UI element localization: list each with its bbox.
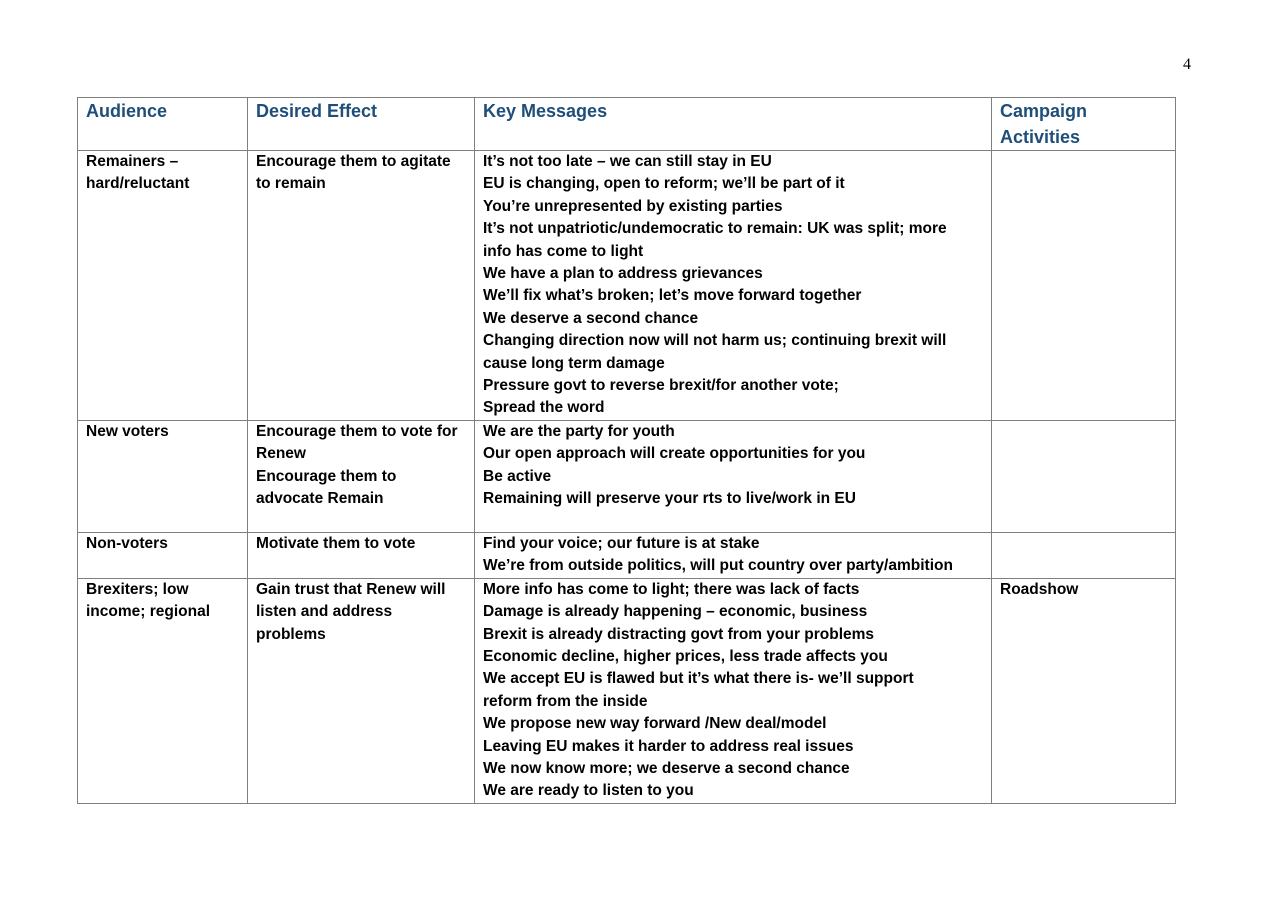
desired-effect-cell xyxy=(248,151,475,421)
message-line: We’ll fix what’s broken; let’s move forward together xyxy=(483,287,862,305)
table-row xyxy=(78,578,1176,803)
message-line: We’re from outside politics, will put country over party/ambition xyxy=(483,557,953,575)
message-line: We propose new way forward /New deal/model xyxy=(483,715,827,733)
table-row xyxy=(78,420,1176,532)
campaign-activities-cell xyxy=(992,151,1176,421)
message-line: Brexit is already distracting govt from your problems xyxy=(483,625,875,643)
audience-line: Remainers – xyxy=(86,153,179,170)
key-messages-cell xyxy=(475,420,992,532)
audience-line: income; regional xyxy=(86,603,211,621)
audience-cell xyxy=(78,578,248,803)
header-campaign-activities: Campaign Activities xyxy=(992,98,1176,151)
effect-line: Motivate them to vote xyxy=(256,534,416,552)
message-line: Economic decline, higher prices, less trade affects you xyxy=(483,647,888,665)
audience-messages-table xyxy=(77,97,1176,804)
message-line: Damage is already happening – economic, business xyxy=(483,603,868,621)
effect-line: problems xyxy=(256,625,326,643)
message-line: We deserve a second chance xyxy=(483,309,699,327)
effect-line: Encourage them to xyxy=(256,467,397,485)
campaign-activities-cell xyxy=(992,532,1176,578)
effect-line: Gain trust that Renew will xyxy=(256,580,446,598)
key-messages-cell xyxy=(475,532,992,578)
message-line: We now know more; we deserve a second chance xyxy=(483,759,850,777)
message-line: It’s not unpatriotic/undemocratic to remain: UK was split; more xyxy=(483,220,947,238)
campaign-activities-cell xyxy=(992,420,1176,532)
header-key-messages: Key Messages xyxy=(475,98,992,151)
desired-effect-cell xyxy=(248,420,475,532)
desired-effect-cell xyxy=(248,578,475,803)
message-line: Find your voice; our future is at stake xyxy=(483,534,760,552)
message-line: reform from the inside xyxy=(483,692,648,710)
effect-line: Encourage them to vote for xyxy=(256,422,458,440)
message-line: info has come to light xyxy=(483,242,644,260)
message-line: Our open approach will create opportunities for you xyxy=(483,445,866,463)
message-line: EU is changing, open to reform; we’ll be part of it xyxy=(483,175,845,193)
table-header-row xyxy=(78,98,1176,151)
audience-line: hard/reluctant xyxy=(86,175,190,193)
message-line: Leaving EU makes it harder to address real issues xyxy=(483,737,854,755)
audience-cell xyxy=(78,420,248,532)
effect-line: advocate Remain xyxy=(256,490,384,508)
desired-effect-cell xyxy=(248,532,475,578)
effect-line: Renew xyxy=(256,445,306,463)
audience-line: Non-voters xyxy=(86,534,168,552)
audience-cell xyxy=(78,151,248,421)
header-desired-effect: Desired Effect xyxy=(248,98,475,151)
message-line: cause long term damage xyxy=(483,354,665,372)
page-number: 4 xyxy=(1183,56,1191,73)
table-row xyxy=(78,532,1176,578)
effect-line: Encourage them to agitate xyxy=(256,153,451,170)
message-line: Remaining will preserve your rts to live/work in EU xyxy=(483,490,856,508)
message-line: We have a plan to address grievances xyxy=(483,265,763,283)
message-line: We accept EU is flawed but it’s what there is- we’ll support xyxy=(483,670,914,688)
message-line: We are the party for youth xyxy=(483,422,675,440)
key-messages-cell xyxy=(475,578,992,803)
message-line: You’re unrepresented by existing parties xyxy=(483,197,783,215)
effect-line: to remain xyxy=(256,175,326,193)
message-line: More info has come to light; there was lack of facts xyxy=(483,580,860,598)
message-line: Pressure govt to reverse brexit/for another vote; xyxy=(483,377,839,395)
message-line: Spread the word xyxy=(483,399,605,417)
message-line: Changing direction now will not harm us; continuing brexit will xyxy=(483,332,947,350)
header-audience: Audience xyxy=(78,98,248,151)
table-row xyxy=(78,151,1176,421)
message-line: It’s not too late – we can still stay in EU xyxy=(483,153,772,170)
campaign-activities-cell: Roadshow xyxy=(992,578,1176,803)
message-line: Be active xyxy=(483,467,552,485)
message-line: We are ready to listen to you xyxy=(483,782,694,800)
audience-cell xyxy=(78,532,248,578)
audience-line: Brexiters; low xyxy=(86,580,189,598)
audience-line: New voters xyxy=(86,422,169,440)
key-messages-cell xyxy=(475,151,992,421)
effect-line: listen and address xyxy=(256,603,393,621)
